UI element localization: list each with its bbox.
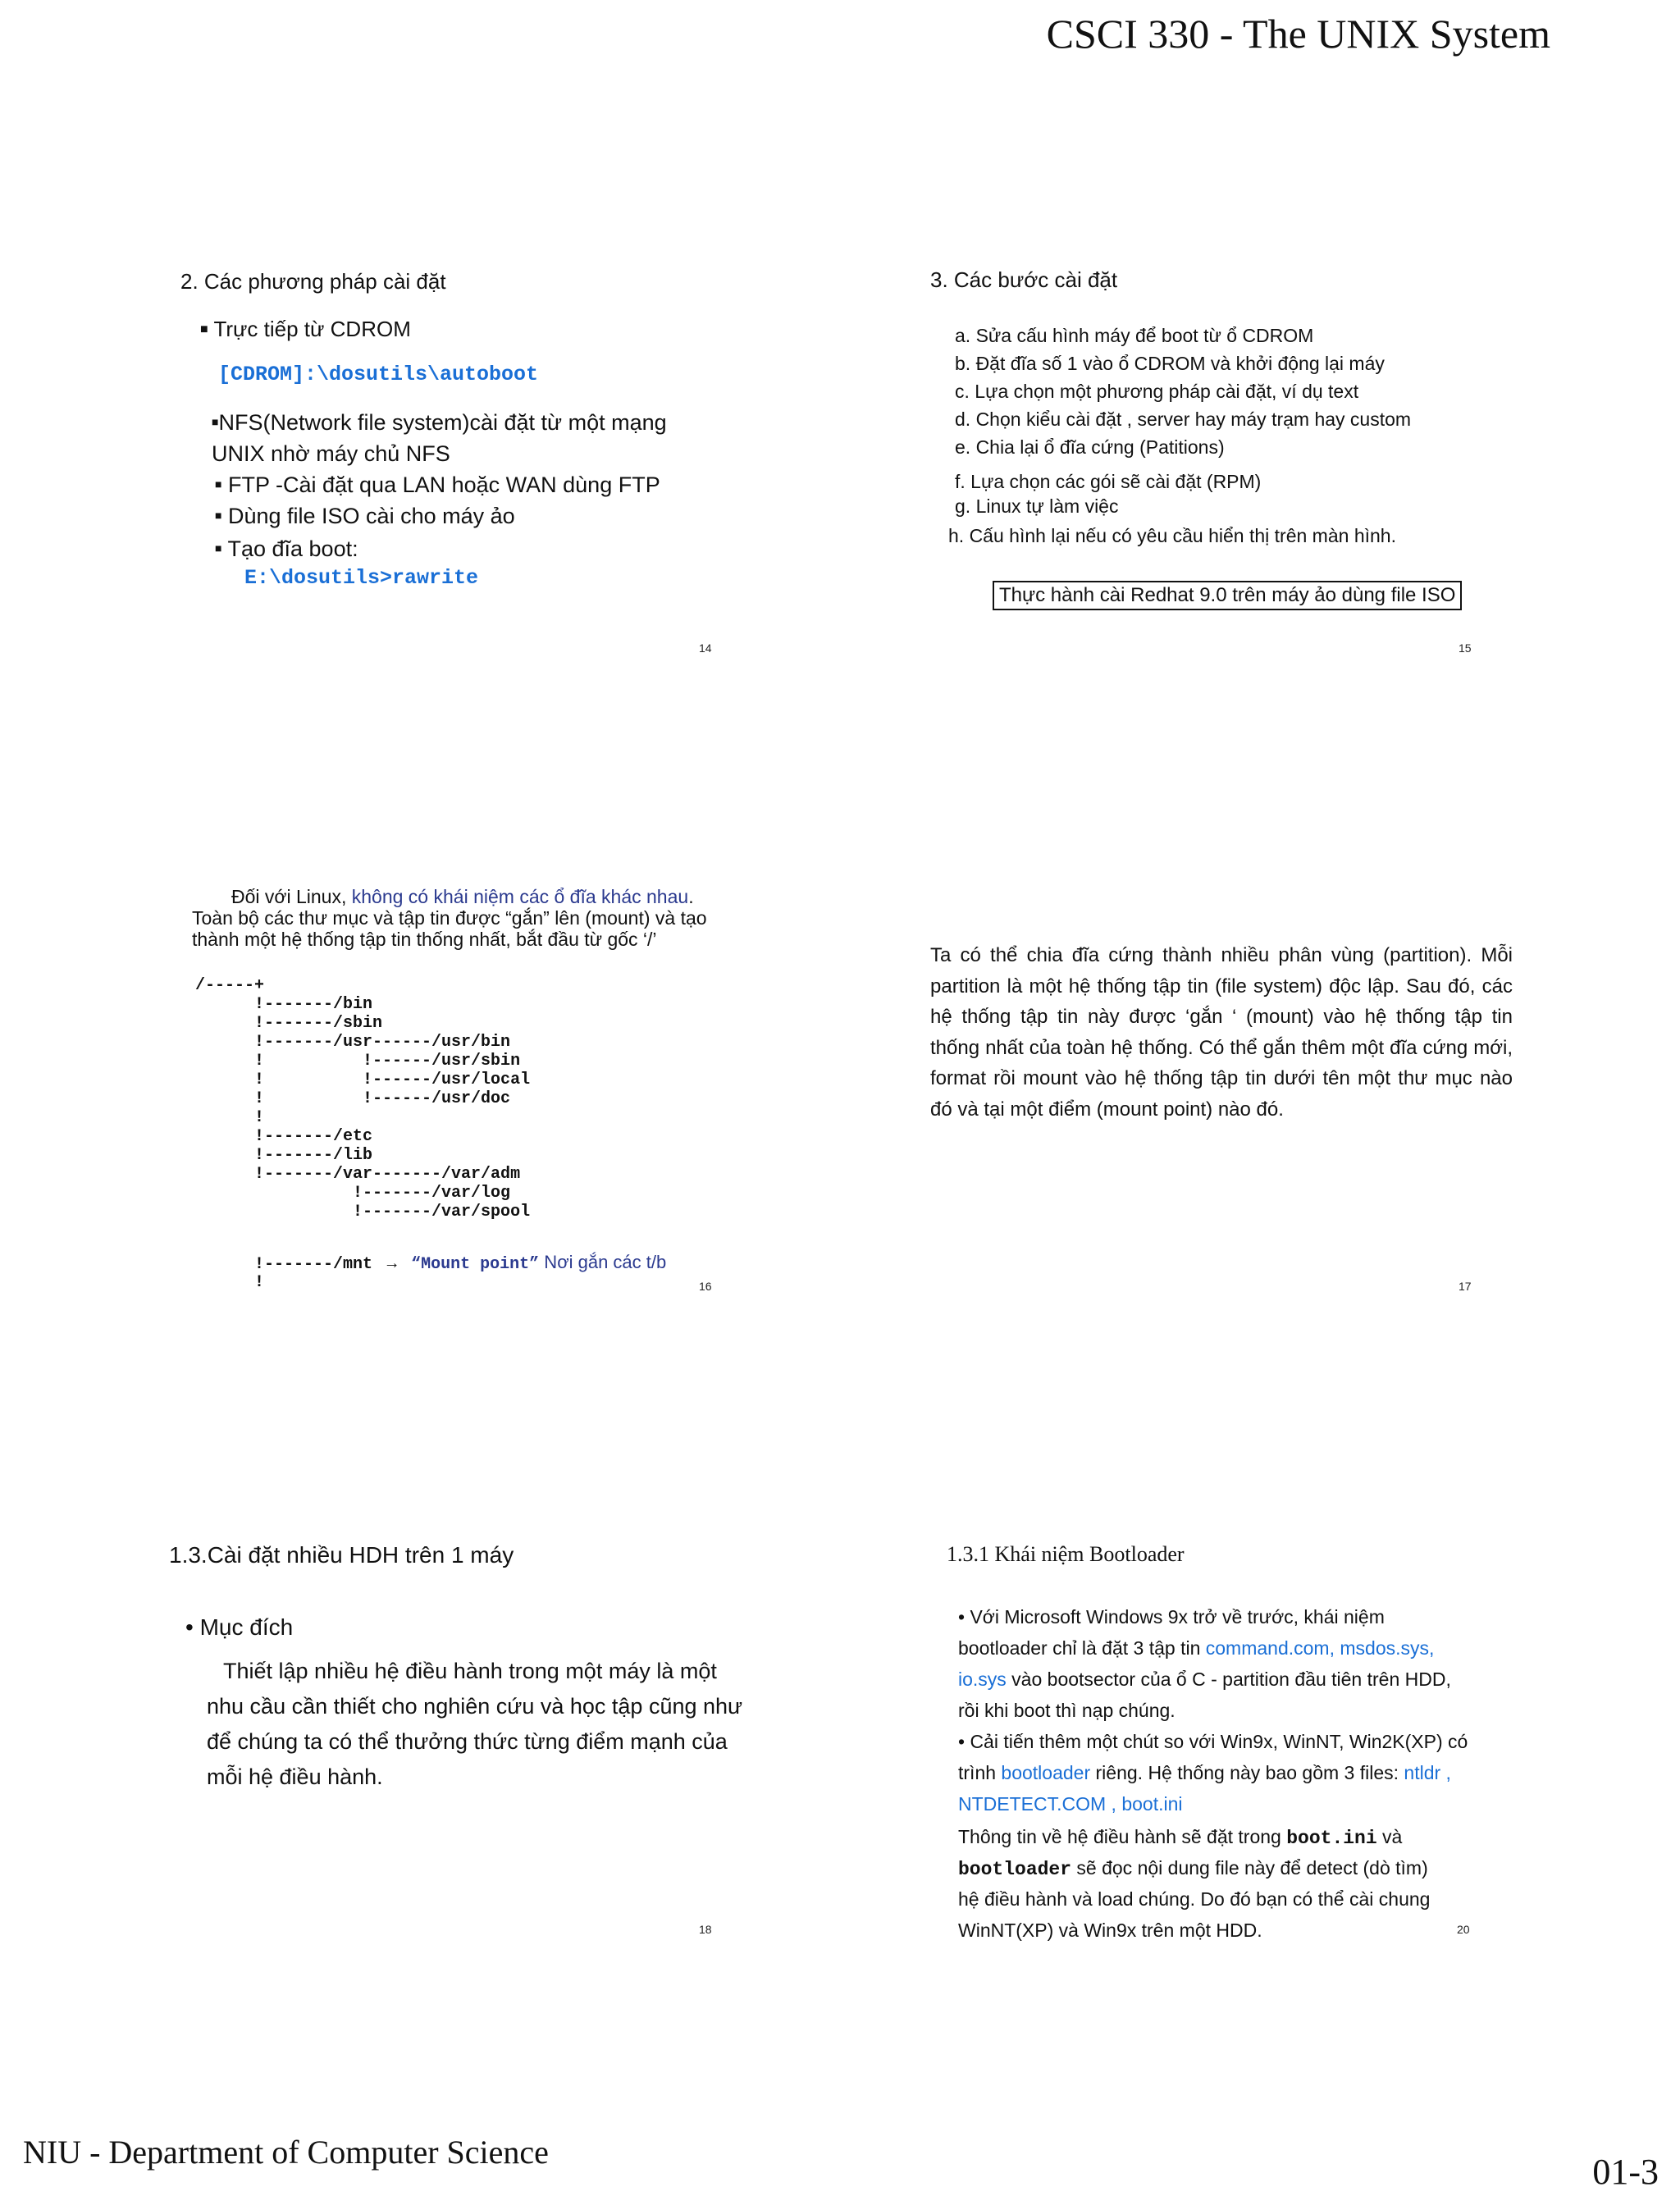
bullet-nfs: ■NFS(Network file system)cài đặt từ một mạng — [212, 410, 667, 435]
bullet-text: Dùng file ISO cài cho máy ảo — [227, 504, 515, 528]
step-a: a. Sửa cấu hình máy để boot từ ổ CDROM — [955, 325, 1314, 346]
p3-line-d: WinNT(XP) và Win9x trên một HDD. — [958, 1920, 1262, 1941]
slide-15 — [919, 262, 1657, 689]
p3-line-c: hệ điều hành và load chúng. Do đó bạn có thể cài chung — [958, 1888, 1431, 1910]
p1-line-b — [958, 1637, 1434, 1659]
p2-line-a: • Cải tiến thêm một chút so với Win9x, WinNT, Win2K(XP) có — [958, 1731, 1468, 1752]
text: sẽ đọc nội dung file này để detect (dò tìm) — [1071, 1857, 1428, 1879]
slide-title: 1.3.Cài đặt nhiều HDH trên 1 máy — [169, 1542, 514, 1568]
tree-end: ! — [254, 1273, 265, 1292]
text: vào bootsector của ổ C - partition đầu tiên trên HDD, — [1006, 1669, 1451, 1690]
page-number: 20 — [1457, 1923, 1470, 1936]
slide-title: 3. Các bước cài đặt — [930, 267, 1118, 292]
step-f: f. Lựa chọn các gói sẽ cài đặt (RPM) — [955, 471, 1262, 492]
footer-page-code: 01-3 — [1592, 2152, 1659, 2192]
intro-line-3: thành một hệ thống tập tin thống nhất, bắt đầu từ gốc ‘/’ — [192, 929, 657, 950]
file-names: command.com, msdos.sys, — [1205, 1637, 1435, 1659]
page-number: 17 — [1459, 1280, 1472, 1293]
text: bootloader chỉ là đặt 3 tập tin — [958, 1637, 1206, 1659]
mnt-line — [254, 1252, 666, 1274]
step-g: g. Linux tự làm việc — [955, 495, 1119, 517]
body-line-1: Thiết lập nhiều hệ điều hành trong một máy là một — [223, 1659, 717, 1683]
intro-highlight: không có khái niệm các ổ đĩa khác nhau — [351, 886, 689, 907]
code-autoboot: [CDROM]:\dosutils\autoboot — [218, 363, 539, 386]
partition-paragraph: Ta có thể chia đĩa cứng thành nhiều phân vùng (partition). Mỗi partition là một hệ thống tập tin (file system) độc lập. Sau đó, các hệ thống tập tin này được ‘gắn ‘ (mount) vào hệ thống tập tin thống nhất của toàn hệ thống. Có thể gắn thêm một đĩa cứng mới, format rồi mount vào hệ thống tập tin dưới tên một thư mục nào đó và tại một điểm (mount point) nào đó. — [930, 944, 1513, 1121]
intro-line-2: Toàn bộ các thư mục và tập tin được “gắn” lên (mount) và tạo — [192, 907, 707, 929]
bullet-text: FTP -Cài đặt qua LAN hoặc WAN dùng FTP — [227, 472, 660, 497]
step-c: c. Lựa chọn một phương pháp cài đặt, ví dụ text — [955, 381, 1359, 402]
footer-department: NIU - Department of Computer Science — [23, 2134, 549, 2171]
mount-point-desc: Nơi gắn các t/b — [539, 1252, 667, 1272]
file-name: io.sys — [958, 1669, 1007, 1690]
p1-line-d: rồi khi boot thì nạp chúng. — [958, 1700, 1176, 1721]
page-number: 15 — [1459, 641, 1472, 655]
step-h: h. Cấu hình lại nếu có yêu cầu hiển thị trên màn hình. — [948, 525, 1396, 546]
text: và — [1376, 1826, 1403, 1847]
text: trình — [958, 1762, 1002, 1783]
intro-prefix: Đối với Linux, — [231, 886, 352, 907]
slide-title: 1.3.1 Khái niệm Bootloader — [947, 1542, 1185, 1566]
directory-tree: /-----+ !-------/bin !-------/sbin !-------/usr------/usr/bin ! !------/usr/sbin ! !------/usr/local ! !------/usr/doc ! !-------/etc !-------/lib !-------/var-------/var/adm !-------/var/log !-------/var/spool — [195, 976, 531, 1221]
p3-line-a — [958, 1826, 1402, 1849]
slide-18 — [156, 1542, 894, 1969]
step-b: b. Đặt đĩa số 1 vào ổ CDROM và khởi động lại máy — [955, 353, 1385, 374]
bullet-ftp: ■ FTP -Cài đặt qua LAN hoặc WAN dùng FTP — [215, 472, 660, 497]
p1-line-a: • Với Microsoft Windows 9x trở về trước, khái niệm — [958, 1606, 1385, 1628]
body-line-2: nhu cầu cần thiết cho nghiên cứu và học tập cũng như — [207, 1694, 743, 1719]
bootloader-term: bootloader — [1001, 1762, 1091, 1783]
arrow-icon: → — [383, 1254, 400, 1272]
bullet-nfs-cont: UNIX nhờ máy chủ NFS — [212, 441, 450, 466]
p2-line-b — [958, 1762, 1451, 1784]
bullet-iso: ■ Dùng file ISO cài cho máy ảo — [215, 504, 515, 528]
file-name: ntldr , — [1404, 1762, 1451, 1783]
text: Thông tin về hệ điều hành sẽ đặt trong — [958, 1826, 1287, 1847]
code-rawrite: E:\dosutils>rawrite — [244, 566, 479, 590]
page-number: 14 — [699, 641, 712, 655]
slide-17 — [919, 878, 1657, 1304]
bullet-boot: ■ Tạo đĩa boot: — [215, 536, 358, 561]
slide-14 — [172, 262, 911, 689]
bullet-text: NFS(Network file system)cài đặt từ một mạng — [218, 410, 667, 435]
bullet-cdrom: ■ Trực tiếp từ CDROM — [200, 317, 411, 341]
p2-line-c: NTDETECT.COM , boot.ini — [958, 1793, 1183, 1815]
body-line-4: mỗi hệ điều hành. — [207, 1764, 383, 1789]
slide-20 — [935, 1542, 1673, 1969]
bullet-purpose: • Mục đích — [185, 1614, 294, 1640]
slide-title: 2. Các phương pháp cài đặt — [180, 269, 446, 294]
mnt-path: !-------/mnt — [254, 1255, 373, 1274]
header-title: CSCI 330 - The UNIX System — [1046, 11, 1550, 57]
intro-suffix: . — [688, 886, 694, 907]
code-boot-ini: boot.ini — [1286, 1828, 1377, 1849]
p1-line-c — [958, 1669, 1451, 1691]
p3-line-b — [958, 1857, 1428, 1880]
practice-box: Thực hành cài Redhat 9.0 trên máy ảo dùng file ISO — [993, 581, 1462, 610]
page-number: 16 — [699, 1280, 712, 1293]
step-e: e. Chia lại ổ đĩa cứng (Patitions) — [955, 436, 1225, 458]
page-number: 18 — [699, 1923, 712, 1936]
text: riêng. Hệ thống này bao gồm 3 files: — [1090, 1762, 1404, 1783]
slide-16 — [172, 878, 911, 1304]
code-bootloader: bootloader — [958, 1859, 1072, 1880]
intro-line-1 — [231, 886, 694, 908]
step-d: d. Chọn kiểu cài đặt , server hay máy trạm hay custom — [955, 409, 1412, 430]
mount-point-label: “Mount point” — [411, 1255, 540, 1274]
bullet-text: Trực tiếp từ CDROM — [213, 317, 411, 341]
body-line-3: để chúng ta có thể thưởng thức từng điểm mạnh của — [207, 1729, 728, 1754]
bullet-text: Tạo đĩa boot: — [227, 536, 358, 561]
